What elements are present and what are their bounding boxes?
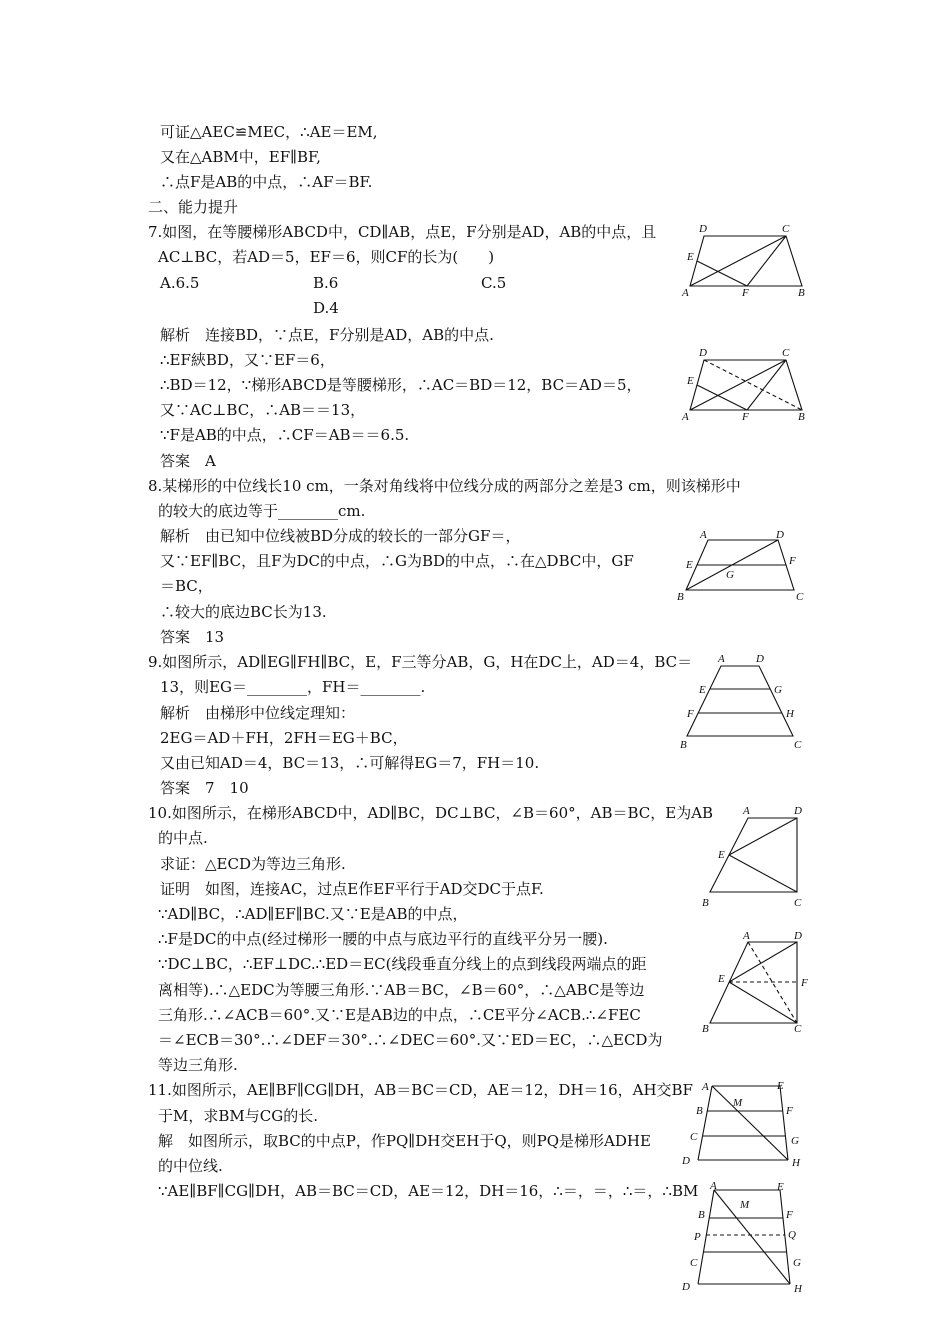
label: F: [801, 977, 808, 989]
figure-q7-b: [676, 346, 812, 422]
label: C: [794, 1023, 802, 1035]
label: C: [782, 347, 790, 359]
label: E: [687, 251, 694, 263]
label: D: [682, 1155, 690, 1167]
label: A: [710, 1180, 717, 1192]
label: E: [718, 849, 725, 861]
label: A: [743, 930, 750, 942]
text-line: 2EG＝AD＋FH，2FH＝EG＋BC，: [160, 729, 408, 747]
text-line: 又由已知AD＝4，BC＝13，∴可解得EG＝7，FH＝10.: [160, 754, 540, 772]
text-line: 的中点.: [158, 829, 208, 847]
text-line: 又在△ABM中，EF∥BF,: [160, 148, 321, 166]
figure-q8: [672, 528, 812, 608]
text-line: ∴较大的底边BC长为13.: [160, 603, 327, 621]
label: C: [794, 739, 802, 751]
question-9: 9.如图所示，AD∥EG∥FH∥BC，E，F三等分AB，G，H在DC上，AD＝4，BC＝: [148, 653, 693, 671]
label: C: [690, 1131, 698, 1143]
text-line: ∴点F是AB的中点，∴AF＝BF.: [160, 173, 373, 191]
label: C: [794, 897, 802, 909]
label: B: [702, 897, 709, 909]
label: G: [774, 684, 782, 696]
label: H: [794, 1283, 802, 1295]
text-line: ∵AD∥BC，∴AD∥EF∥BC.又∵E是AB的中点，: [158, 905, 468, 923]
text-line: ∵DC⊥BC，∴EF⊥DC.∴ED＝EC(线段垂直分线上的点到线段两端点的距: [158, 955, 647, 973]
text-line: ＝∠ECB＝30°.∴∠DEF＝30°.∴∠DEC＝60°.又∵ED＝EC，∴△ECD为: [158, 1031, 663, 1049]
figure-q11-b: [676, 1178, 812, 1296]
label: B: [677, 591, 684, 603]
label: D: [756, 653, 764, 665]
label: B: [798, 411, 805, 422]
text-line: 三角形.∴∠ACB＝60°.又∵E是AB边的中点，∴CE平分∠ACB.∴∠FEC: [158, 1006, 641, 1024]
figure-q10-a: [700, 800, 816, 912]
text-line: AC⊥BC，若AD＝5，EF＝6，则CF的长为( ): [158, 248, 495, 266]
label: F: [742, 287, 749, 298]
label: A: [682, 287, 689, 298]
label: A: [743, 805, 750, 817]
text-line: 解析 连接BD，∵点E，F分别是AD，AB的中点.: [160, 326, 494, 344]
answer-8: 答案 13: [160, 628, 225, 646]
label: G: [791, 1135, 799, 1147]
label: A: [682, 411, 689, 422]
text-line: 的较大的底边等于________cm.: [158, 502, 366, 520]
label: Q: [788, 1229, 796, 1241]
label: D: [794, 805, 802, 817]
question-10: 10.如图所示，在梯形ABCD中，AD∥BC，DC⊥BC，∠B＝60°，AB＝BC，E为AB: [148, 804, 714, 822]
question-7: 7.如图，在等腰梯形ABCD中，CD∥AB，点E，F分别是AD，AB的中点，且: [148, 223, 657, 241]
label: E: [699, 684, 706, 696]
label: D: [794, 930, 802, 942]
label: E: [777, 1181, 784, 1193]
text-line: ∵AE∥BF∥CG∥DH，AB＝BC＝CD，AE＝12，DH＝16，∴＝，＝，∴＝，∴BM: [158, 1182, 699, 1200]
label: E: [686, 559, 693, 571]
text-line: ＝BC，: [160, 577, 213, 595]
text-line: 解析 由梯形中位线定理知：: [160, 704, 356, 722]
text-line: 证明 如图，连接AC，过点E作EF平行于AD交DC于点F.: [160, 880, 544, 898]
label: A: [700, 529, 707, 541]
figure-q7-a: [676, 222, 812, 298]
answer-7: 答案 A: [160, 452, 216, 470]
label: E: [687, 375, 694, 387]
text-line: ∴BD＝12，∵梯形ABCD是等腰梯形，∴AC＝BD＝12，BC＝AD＝5，: [160, 376, 642, 394]
question-11: 11.如图所示，AE∥BF∥CG∥DH，AB＝BC＝CD，AE＝12，DH＝16，AH交BF: [148, 1081, 693, 1099]
label: B: [698, 1209, 705, 1221]
label: B: [696, 1105, 703, 1117]
text-line: ∵F是AB的中点，∴CF＝AB＝＝6.5.: [160, 426, 410, 444]
label: F: [789, 555, 796, 567]
label: B: [680, 739, 687, 751]
text-line: 于M，求BM与CG的长.: [158, 1107, 318, 1125]
text-line: 解析 由已知中位线被BD分成的较长的一部分GF＝，: [160, 527, 521, 545]
text-line: 离相等).∴△EDC为等腰三角形.∵AB＝BC，∠B＝60°，∴△ABC是等边: [158, 981, 645, 999]
label: B: [798, 287, 805, 298]
label: D: [699, 347, 707, 359]
text-line: ∴F是DC的中点(经过梯形一腰的中点与底边平行的直线平分另一腰).: [158, 930, 608, 948]
text-line: 13，则EG＝________，FH＝________.: [160, 678, 426, 696]
answer-9: 答案 7 10: [160, 779, 249, 797]
text-line: 可证△AEC≌MEC，∴AE＝EM,: [160, 123, 378, 141]
text-line: 又∵EF∥BC，且F为DC的中点，∴G为BD的中点，∴在△DBC中，GF: [160, 552, 634, 570]
label: G: [726, 569, 734, 581]
label: A: [718, 653, 725, 665]
text-line: 又∵AC⊥BC，∴AB＝＝13，: [160, 401, 366, 419]
text-line: 的中位线.: [158, 1157, 223, 1175]
label: M: [733, 1097, 743, 1109]
label: G: [793, 1257, 801, 1269]
label: F: [786, 1209, 793, 1221]
figure-q11-a: [676, 1076, 812, 1172]
label: D: [682, 1281, 690, 1293]
text-line: ∴EF綊BD，又∵EF＝6，: [160, 351, 335, 369]
label: P: [694, 1231, 701, 1243]
text-line: 求证：△ECD为等边三角形.: [160, 855, 346, 873]
question-8: 8.某梯形的中位线长10 cm，一条对角线将中位线分成的两部分之差是3 cm，则该梯形中: [148, 477, 741, 495]
label: E: [777, 1080, 784, 1092]
label: D: [776, 529, 784, 541]
text-line: 等边三角形.: [158, 1056, 238, 1074]
label: F: [687, 708, 694, 720]
label: C: [690, 1257, 698, 1269]
text-line: 解 如图所示，取BC的中点P，作PQ∥DH交EH于Q，则PQ是梯形ADHE: [158, 1132, 651, 1150]
label: M: [740, 1199, 750, 1211]
label: C: [782, 223, 790, 235]
label: B: [702, 1023, 709, 1035]
label: F: [786, 1105, 793, 1117]
label: H: [786, 708, 794, 720]
section-heading: 二、能力提升: [148, 198, 239, 216]
figure-q10-b: [700, 928, 816, 1040]
label: C: [796, 591, 804, 603]
label: D: [699, 223, 707, 235]
label: A: [702, 1081, 709, 1093]
label: E: [718, 973, 725, 985]
figure-q9: [676, 648, 812, 754]
option-d: D.4: [313, 299, 339, 317]
option-b: B.6: [313, 274, 339, 292]
label: F: [742, 411, 749, 422]
label: H: [792, 1157, 800, 1169]
option-c: C.5: [481, 274, 507, 292]
option-a: A.6.5: [160, 274, 200, 292]
